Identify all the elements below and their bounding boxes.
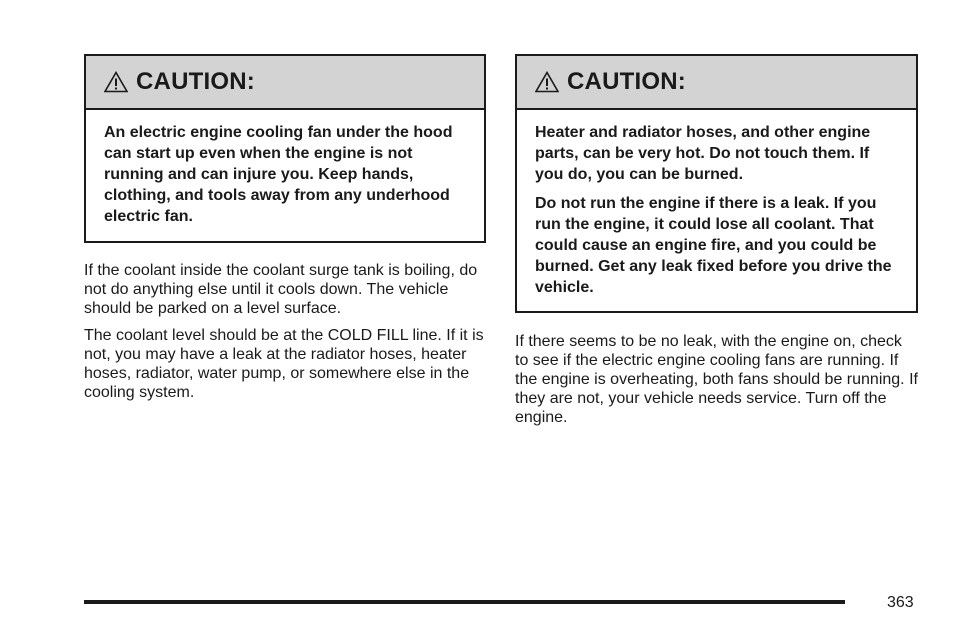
paragraph-coolant-level: The coolant level should be at the COLD FILL line. If it is not, you may have a leak at the radiator hoses, heater hoses, radiator, water pump, or somewhere else in the cooling system.: [84, 327, 484, 401]
caution-body: [517, 110, 916, 298]
left-column-text: [84, 261, 490, 410]
caution-title: CAUTION:: [136, 68, 255, 95]
page-number: 363: [887, 594, 914, 611]
warning-triangle-icon: [535, 71, 559, 93]
caution-box-fan: [84, 54, 486, 243]
caution-header: [86, 56, 484, 110]
paragraph-boiling: If the coolant inside the coolant surge tank is boiling, do not do anything else until it cools down. The vehicle should be parked on a level surface.: [84, 262, 478, 317]
paragraph-no-leak: If there seems to be no leak, with the engine on, check to see if the electric engine cooling fans are running. If the engine is overheating, both fans should be running. If they are not, your vehicle needs service. Turn off the engine.: [515, 333, 918, 426]
caution-paragraph: Do not run the engine if there is a leak. If you run the engine, it could lose all coolant. That could cause an engine fire, and you could be burned. Get any leak fixed before you drive the vehicle.: [535, 195, 892, 296]
caution-paragraph: Heater and radiator hoses, and other engine parts, can be very hot. Do not touch them. If you do, you can be burned.: [535, 124, 871, 183]
warning-triangle-icon: [104, 71, 128, 93]
caution-paragraph: An electric engine cooling fan under the hood can start up even when the engine is not running and can injure you. Keep hands, clothing, and tools away from any underhood electric fan.: [104, 124, 453, 225]
caution-header: [517, 56, 916, 110]
caution-body: [86, 110, 484, 227]
footer-rule: [84, 600, 845, 604]
caution-box-hot-parts: [515, 54, 918, 313]
right-column-text: [515, 332, 919, 435]
caution-title: CAUTION:: [567, 68, 686, 95]
